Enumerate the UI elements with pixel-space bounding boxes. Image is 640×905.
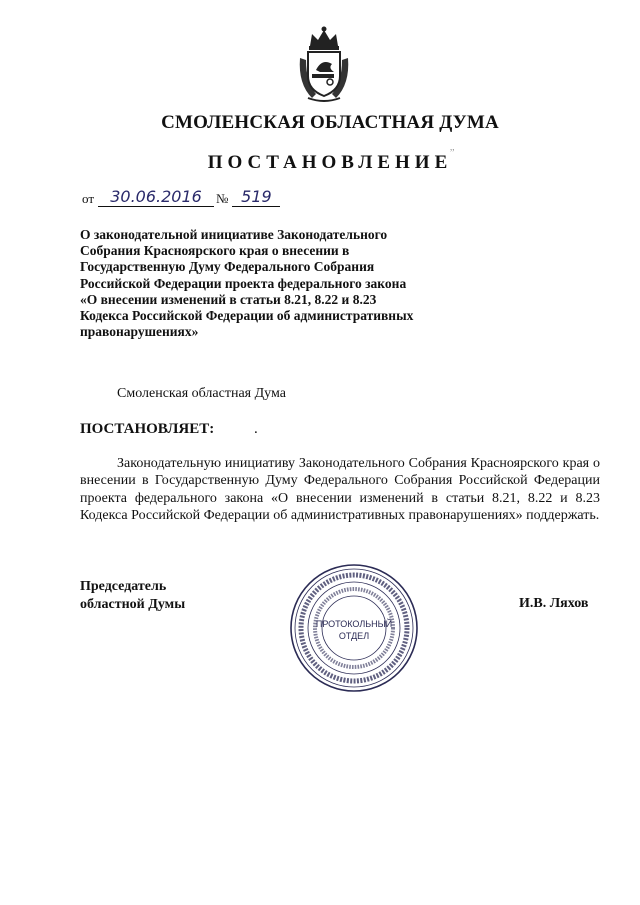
signatory-position xyxy=(80,578,185,614)
subject-line: Российской Федерации проекта федерального закона xyxy=(80,275,407,291)
organization-name: СМОЛЕНСКАЯ ОБЛАСТНАЯ ДУМА xyxy=(161,112,499,133)
intro-line: Смоленская областная Дума xyxy=(117,386,286,401)
subject-line: О законодательной инициативе Законодательного xyxy=(80,227,388,242)
stray-dot: . xyxy=(254,421,258,437)
document-type: ПОСТАНОВЛЕНИЕ xyxy=(207,152,453,173)
document-subject xyxy=(80,227,480,340)
position-line: областной Думы xyxy=(80,597,186,612)
decides-heading: ПОСТАНОВЛЯЕТ: xyxy=(80,421,215,437)
date-prefix: от xyxy=(82,191,95,206)
seal-center-line: ПРОТОКОЛЬНЫЙ xyxy=(315,619,393,629)
date-number-line xyxy=(80,188,280,207)
seal-center-line: ОТДЕЛ xyxy=(338,631,370,641)
position-line: Председатель xyxy=(80,579,167,594)
official-seal xyxy=(288,562,420,694)
subject-line: Кодекса Российской Федерации об административных xyxy=(80,308,414,324)
subject-line: Собрания Красноярского края о внесении в xyxy=(80,243,350,259)
subject-line: правонарушениях» xyxy=(80,324,199,340)
signatory-name: И.В. Ляхов xyxy=(519,596,589,611)
corner-mark: ,, xyxy=(450,142,455,152)
subject-line: «О внесении изменений в статьи 8.21, 8.22 и 8.23 xyxy=(80,291,377,307)
resolution-text: Законодательную инициативу Законодательного Собрания Красноярского края о внесении в Государственную Думу Федерального Собрания Российской Федерации проекта федерального закона «О внесении изменений в статьи 8.21, 8.22 и 8.23 Кодекса Российской Федерации об административных правонарушениях» поддержать. xyxy=(80,456,600,524)
number-value: 519 xyxy=(232,188,280,207)
subject-line: Государственную Думу Федерального Собрания xyxy=(80,259,375,275)
coat-of-arms-icon xyxy=(294,24,354,104)
number-label: № xyxy=(216,191,229,206)
date-value: 30.06.2016 xyxy=(98,188,214,207)
